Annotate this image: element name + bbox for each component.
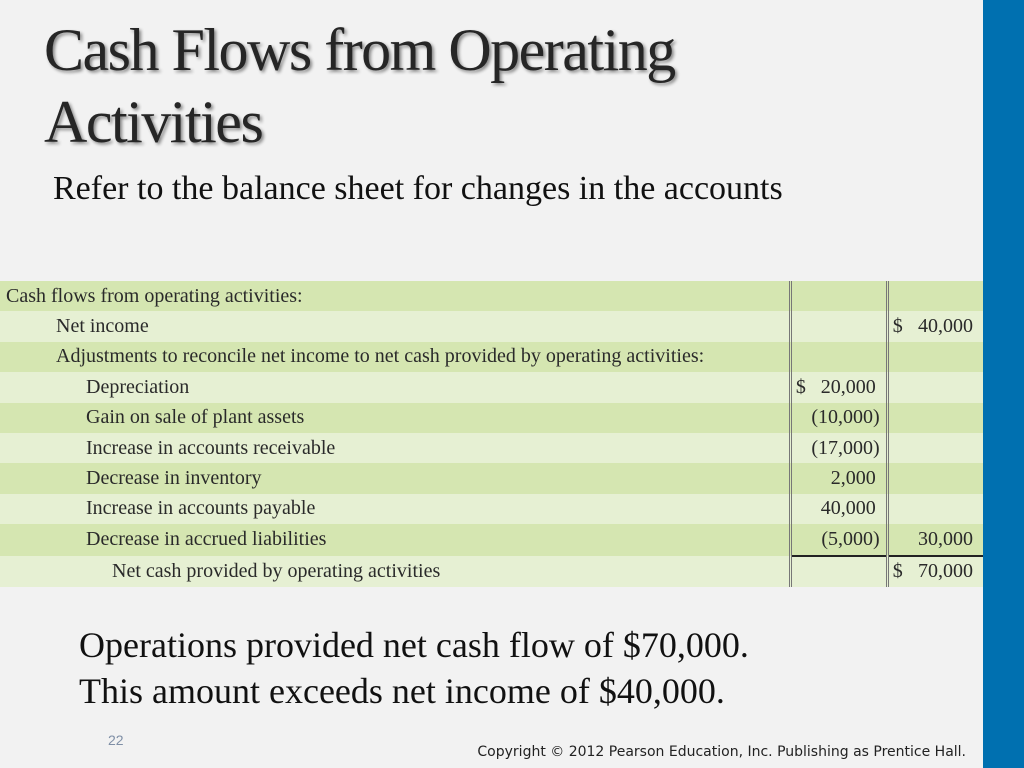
adjustment-cell: $ 20,000 — [790, 372, 887, 402]
adjustment-cell — [790, 281, 887, 311]
summary-line-2: This amount exceeds net income of $40,000. — [79, 671, 725, 711]
copyright-notice: Copyright © 2012 Pearson Education, Inc. Publishing as Prentice Hall. — [477, 744, 966, 760]
adjustment-cell: 2,000 — [790, 463, 887, 493]
row-label: Decrease in inventory — [0, 463, 790, 493]
row-label: Depreciation — [0, 372, 790, 402]
row-label: Cash flows from operating activities: — [0, 281, 790, 311]
table-row — [0, 524, 983, 555]
total-cell — [887, 433, 983, 463]
total-cell: 30,000 — [887, 524, 983, 555]
total-cell — [887, 281, 983, 311]
table-row — [0, 372, 983, 402]
summary-line-1: Operations provided net cash flow of $70,000. — [79, 625, 749, 665]
table-row — [0, 342, 983, 372]
adjustment-cell — [790, 342, 887, 372]
title-line-1: Cash Flows from Operating — [44, 17, 675, 83]
adjustment-cell: (10,000) — [790, 403, 887, 433]
title-line-2: Activities — [44, 89, 263, 155]
accent-sidebar — [983, 0, 1024, 768]
table-row — [0, 494, 983, 524]
table-row — [0, 403, 983, 433]
row-label: Net cash provided by operating activities — [0, 556, 790, 587]
table-row — [0, 281, 983, 311]
table-row — [0, 556, 983, 587]
page-number: 22 — [108, 732, 124, 748]
row-label: Adjustments to reconcile net income to net cash provided by operating activities: — [0, 342, 790, 372]
adjustment-cell: 40,000 — [790, 494, 887, 524]
row-label: Gain on sale of plant assets — [0, 403, 790, 433]
total-cell — [887, 494, 983, 524]
row-label: Increase in accounts receivable — [0, 433, 790, 463]
adjustment-cell — [790, 556, 887, 587]
total-cell — [887, 372, 983, 402]
slide-title — [44, 14, 944, 158]
row-label: Decrease in accrued liabilities — [0, 524, 790, 555]
total-cell: $ 40,000 — [887, 311, 983, 341]
total-cell — [887, 463, 983, 493]
summary-text — [79, 622, 749, 714]
slide-subtitle: Refer to the balance sheet for changes in the accounts — [53, 170, 783, 207]
table-row — [0, 311, 983, 341]
cash-flow-table — [0, 281, 983, 587]
adjustment-cell: (5,000) — [790, 524, 887, 555]
row-label: Increase in accounts payable — [0, 494, 790, 524]
row-label: Net income — [0, 311, 790, 341]
adjustment-cell — [790, 311, 887, 341]
table-row — [0, 433, 983, 463]
total-cell: $ 70,000 — [887, 556, 983, 587]
table-row — [0, 463, 983, 493]
total-cell — [887, 342, 983, 372]
total-cell — [887, 403, 983, 433]
adjustment-cell: (17,000) — [790, 433, 887, 463]
